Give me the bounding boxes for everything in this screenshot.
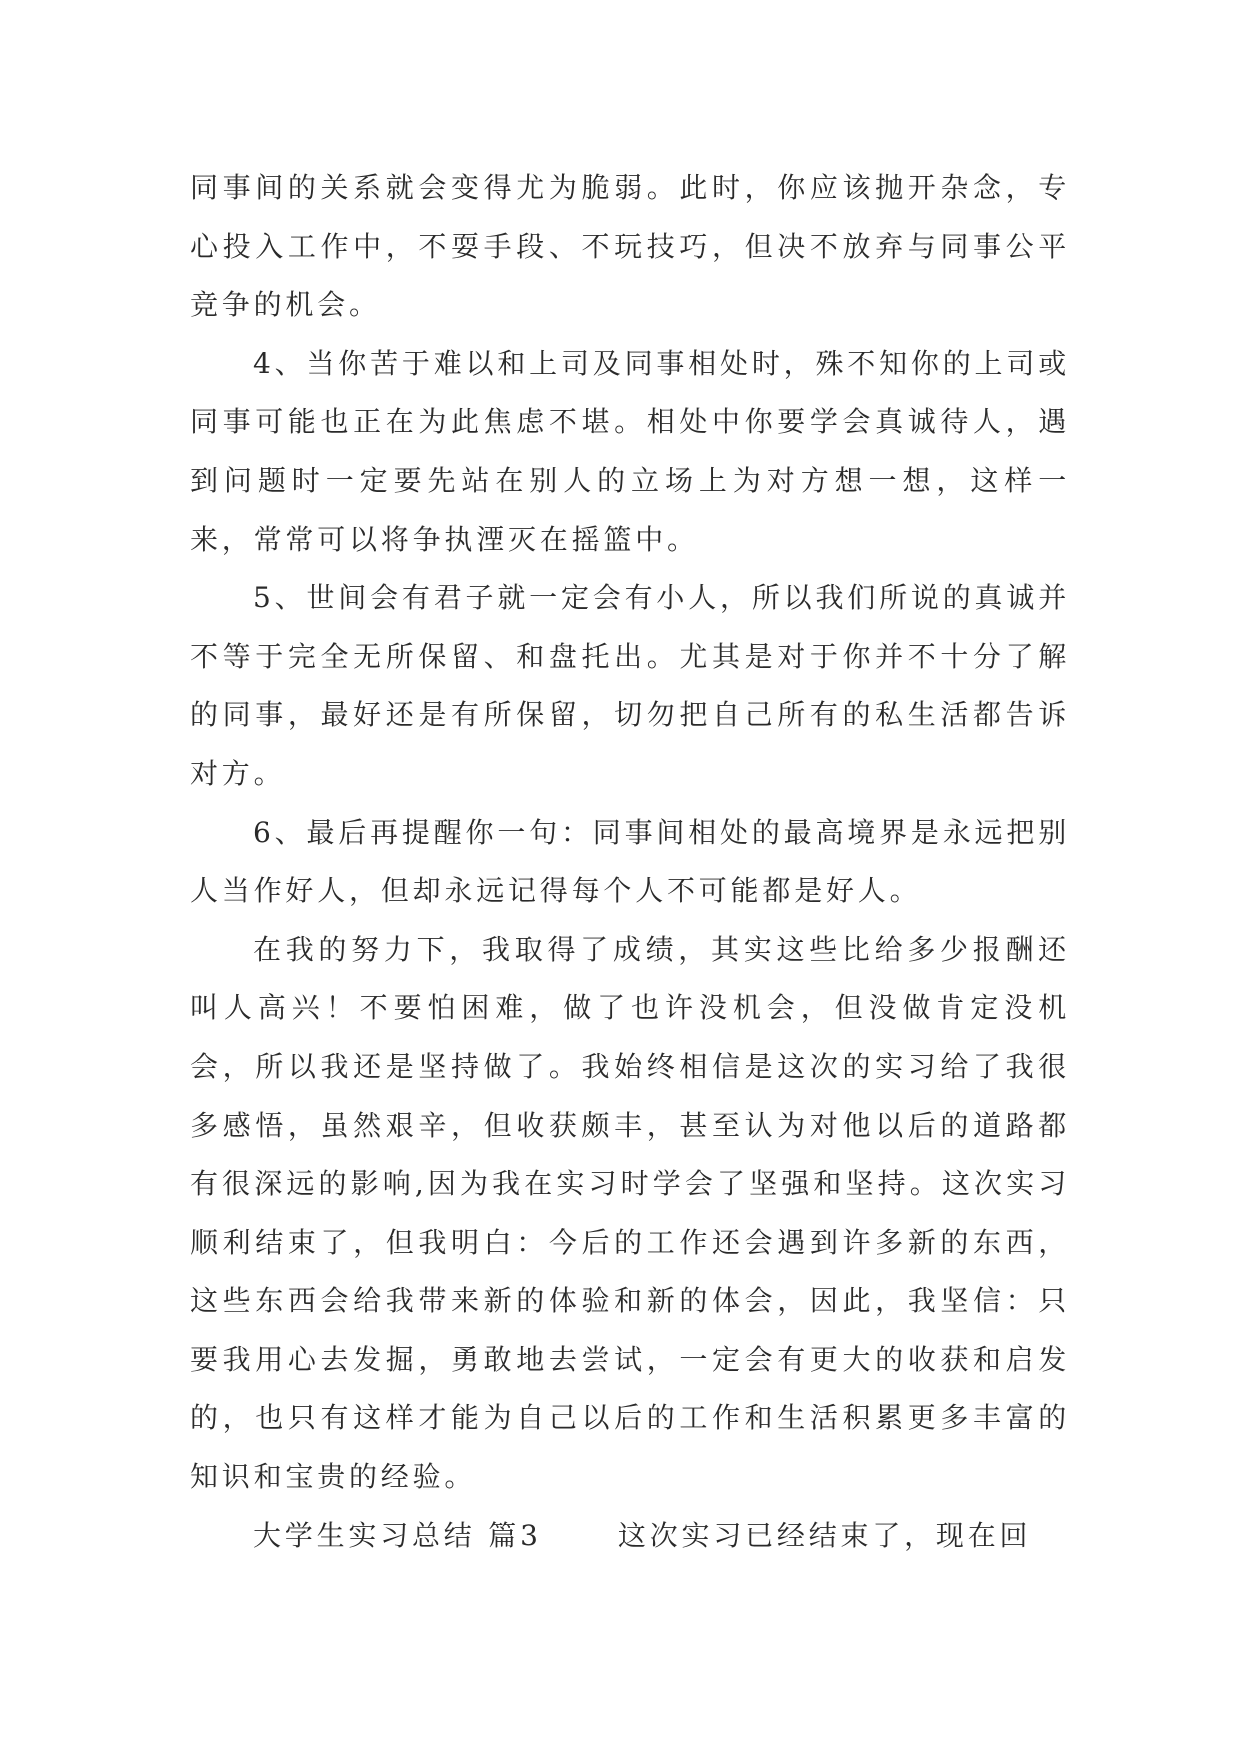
paragraph-tip-5: 5、世间会有君子就一定会有小人，所以我们所说的真诚并不等于完全无所保留、和盘托出。尤其是对于你并不十分了解的同事，最好还是有所保留，切勿把自己所有的私生活都告诉对方。 — [190, 581, 1070, 790]
paragraph-tip-6: 6、最后再提醒你一句：同事间相处的最高境界是永远把别人当作好人，但却永远记得每个人不可能都是好人。 — [190, 815, 1070, 908]
section-heading: 大学生实习总结 篇3 — [253, 1518, 542, 1552]
paragraph-reflection: 在我的努力下，我取得了成绩，其实这些比给多少报酬还叫人高兴！不要怕困难，做了也许没机会，但没做肯定没机会，所以我还是坚持做了。我始终相信是这次的实习给了我很多感悟，虽然艰辛，但收获颇丰，甚至认为对他以后的道路都有很深远的影响,因为我在实习时学会了坚强和坚持。这次实习顺利结束了，但我明白：今后的工作还会遇到许多新的东西，这些东西会给我带来新的体验和新的体会，因此，我坚信：只要我用心去发掘，勇敢地去尝试，一定会有更大的收获和启发的，也只有这样才能为自己以后的工作和生活积累更多丰富的知识和宝贵的经验。 — [190, 932, 1070, 1494]
paragraph-tip-4: 4、当你苦于难以和上司及同事相处时，殊不知你的上司或同事可能也正在为此焦虑不堪。相处中你要学会真诚待人，遇到问题时一定要先站在别人的立场上为对方想一想，这样一来，常常可以将争执湮灭在摇篮中。 — [190, 346, 1070, 556]
document-body — [190, 159, 1070, 1565]
section-heading-line — [190, 1507, 1070, 1566]
paragraph-colleague-relations: 同事间的关系就会变得尤为脆弱。此时，你应该抛开杂念，专心投入工作中，不耍手段、不玩技巧，但决不放弃与同事公平竞争的机会。 — [190, 171, 1070, 322]
section-intro-text: 这次实习已经结束了，现在回 — [617, 1518, 1032, 1552]
